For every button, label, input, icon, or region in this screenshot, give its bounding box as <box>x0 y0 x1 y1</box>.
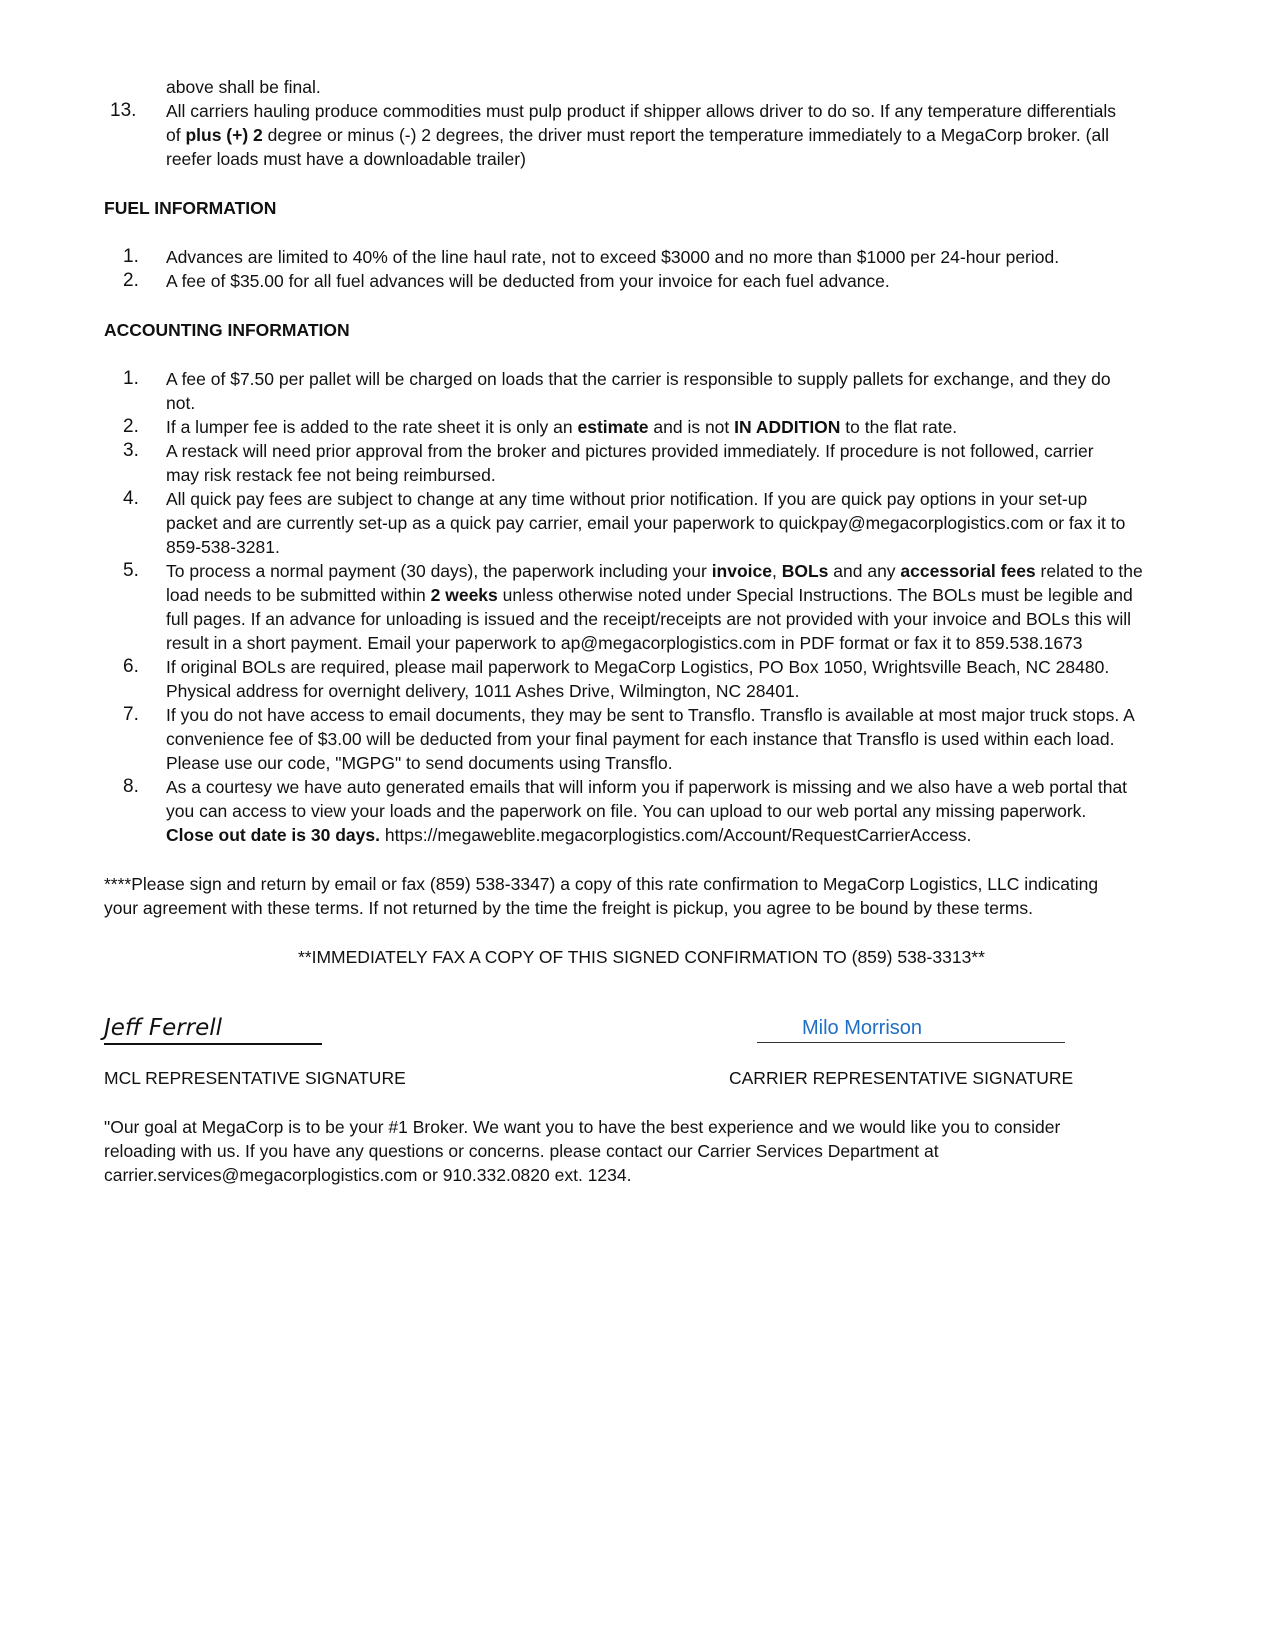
item-number: 4. <box>123 488 139 509</box>
sign-notice-line-1: ****Please sign and return by email or fax (859) 538-3347) a copy of this rate confirmation to MegaCorp Logistics, LLC indicating <box>104 874 1099 894</box>
continuation-text: above shall be final. <box>166 77 321 97</box>
accounting-item-1-line-2: not. <box>166 393 196 413</box>
accounting-item-5-line-4: result in a short payment. Email your paperwork to ap@megacorplogistics.com in PDF format or fax it to 859.538.1673 <box>166 633 1083 653</box>
accounting-item-5-line-2: load needs to be submitted within 2 weeks unless otherwise noted under Special Instructions. The BOLs must be legible and <box>166 585 1133 605</box>
accounting-item-7-line-1: If you do not have access to email documents, they may be sent to Transflo. Transflo is available at most major truck stops. A <box>166 705 1135 725</box>
accounting-item-4-line-3: 859-538-3281. <box>166 537 280 557</box>
accounting-item-3-line-1: A restack will need prior approval from the broker and pictures provided immediately. If procedure is not followed, carrier <box>166 441 1094 461</box>
item-number: 2. <box>123 270 139 291</box>
accounting-heading: ACCOUNTING INFORMATION <box>104 320 350 340</box>
carrier-signature: Milo Morrison <box>802 1017 923 1039</box>
accounting-item-1-line-1: A fee of $7.50 per pallet will be charged on loads that the carrier is responsible to supply pallets for exchange, and they do <box>166 369 1111 389</box>
accounting-item-4-line-1: All quick pay fees are subject to change at any time without prior notification. If you are quick pay options in your set-up <box>166 489 1088 509</box>
closing-line-3: carrier.services@megacorplogistics.com or 910.332.0820 ext. 1234. <box>104 1165 632 1185</box>
sign-notice-line-2: your agreement with these terms. If not returned by the time the freight is pickup, you agree to be bound by these terms. <box>104 898 1033 918</box>
accounting-item-4-line-2: packet and are currently set-up as a quick pay carrier, email your paperwork to quickpay@megacorplogistics.com or fax it to <box>166 513 1126 533</box>
accounting-item-8-line-2: you can access to view your loads and the paperwork on file. You can upload to our web portal any missing paperwork. <box>166 801 1087 821</box>
accounting-item-8-line-1: As a courtesy we have auto generated emails that will inform you if paperwork is missing and we also have a web portal that <box>166 777 1128 797</box>
fax-notice: **IMMEDIATELY FAX A COPY OF THIS SIGNED CONFIRMATION TO (859) 538-3313** <box>298 947 985 967</box>
accounting-item-2: If a lumper fee is added to the rate sheet it is only an estimate and is not IN ADDITION to the flat rate. <box>166 417 958 437</box>
fuel-heading: FUEL INFORMATION <box>104 198 277 218</box>
item-number: 8. <box>123 776 139 797</box>
closing-line-1: "Our goal at MegaCorp is to be your #1 Broker. We want you to have the best experience and we would like you to consider <box>104 1117 1061 1137</box>
accounting-item-6-line-2: Physical address for overnight delivery, 1011 Ashes Drive, Wilmington, NC 28401. <box>166 681 800 701</box>
item-number: 1. <box>123 246 139 267</box>
carrier-signature-field[interactable] <box>757 1015 1065 1043</box>
item-13-line-2: of plus (+) 2 degree or minus (-) 2 degrees, the driver must report the temperature immediately to a MegaCorp broker. (all <box>166 125 1109 145</box>
accounting-item-7-line-3: Please use our code, "MGPG" to send documents using Transflo. <box>166 753 673 773</box>
item-number: 3. <box>123 440 139 461</box>
accounting-item-5-line-3: full pages. If an advance for unloading is issued and the receipt/receipts are not provided with your invoice and BOLs this will <box>166 609 1131 629</box>
fuel-item-1: Advances are limited to 40% of the line haul rate, not to exceed $3000 and no more than $1000 per 24-hour period. <box>166 247 1060 267</box>
carrier-signature-label: CARRIER REPRESENTATIVE SIGNATURE <box>729 1068 1074 1088</box>
accounting-item-3-line-2: may risk restack fee not being reimbursed. <box>166 465 496 485</box>
accounting-item-5-line-1: To process a normal payment (30 days), the paperwork including your invoice, BOLs and any accessorial fees related to the <box>166 561 1143 581</box>
accounting-item-8-line-3: Close out date is 30 days. https://megaweblite.megacorplogistics.com/Account/RequestCarrierAccess. <box>166 825 972 845</box>
item-number: 1. <box>123 368 139 389</box>
accounting-item-7-line-2: convenience fee of $3.00 will be deducted from your final payment for each instance that Transflo is used within each load. <box>166 729 1115 749</box>
item-number: 7. <box>123 704 139 725</box>
item-13-line-1: All carriers hauling produce commodities must pulp product if shipper allows driver to do so. If any temperature differentials <box>166 101 1116 121</box>
item-number: 6. <box>123 656 139 677</box>
item-number: 2. <box>123 416 139 437</box>
closing-line-2: reloading with us. If you have any questions or concerns. please contact our Carrier Services Department at <box>104 1141 939 1161</box>
mcl-signature: Jeff Ferrell <box>104 1013 322 1045</box>
item-13-line-3: reefer loads must have a downloadable trailer) <box>166 149 526 169</box>
fuel-item-2: A fee of $35.00 for all fuel advances will be deducted from your invoice for each fuel advance. <box>166 271 890 291</box>
accounting-item-6-line-1: If original BOLs are required, please mail paperwork to MegaCorp Logistics, PO Box 1050, Wrightsville Beach, NC 28480. <box>166 657 1110 677</box>
mcl-signature-label: MCL REPRESENTATIVE SIGNATURE <box>104 1068 406 1088</box>
item-number: 13. <box>110 100 137 121</box>
item-number: 5. <box>123 560 139 581</box>
